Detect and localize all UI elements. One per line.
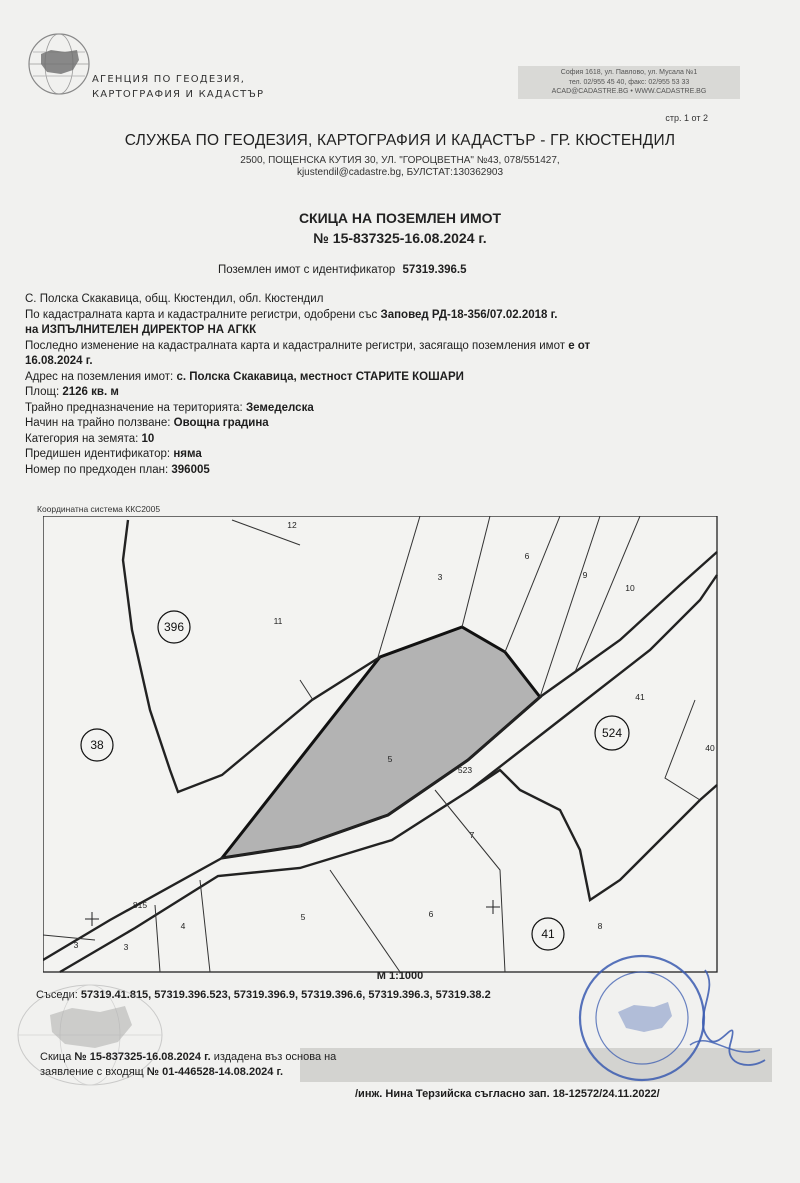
parcel-label-40: 40 xyxy=(705,743,715,753)
approved-order: Заповед РД-18-356/07.02.2018 г. xyxy=(380,308,558,321)
service-address-line1: 2500, ПОЩЕНСКА КУТИЯ 30, УЛ. "ГОРОЦВЕТНА" №43, 078/551427, xyxy=(240,155,560,166)
identifier-value: 57319.396.5 xyxy=(402,264,467,276)
approved-prefix: По кадастралната карта и кадастралните регистри, одобрени със xyxy=(25,308,378,321)
prev-plan-label: Номер по предходен план: xyxy=(25,463,169,476)
area-label: Площ: xyxy=(25,386,60,398)
identifier-label: Поземлен имот с идентификатор xyxy=(218,264,396,276)
parcel-label-5: 5 xyxy=(300,912,306,922)
document-title-line1: СКИЦА НА ПОЗЕМЛЕН ИМОТ xyxy=(298,210,502,226)
parcel-label-8: 8 xyxy=(597,921,603,931)
parcel-label-6-south: 6 xyxy=(428,909,434,919)
last-change-from: е от xyxy=(568,339,591,352)
issued-note xyxy=(40,1050,336,1080)
issued-mid: издадена въз основа на xyxy=(213,1051,337,1063)
address-label: Адрес на поземления имот: xyxy=(25,370,174,383)
category-label: Категория на земята: xyxy=(25,432,139,445)
document-number: № 15-837325-16.08.2024 г. xyxy=(313,230,487,246)
block-label-41: 41 xyxy=(541,927,555,941)
agency-name xyxy=(92,72,264,102)
parcel-label-11: 11 xyxy=(273,616,283,626)
service-address xyxy=(0,155,800,179)
agency-globe-emblem-icon xyxy=(25,30,93,98)
issued-number: № 15-837325-16.08.2024 г. xyxy=(74,1051,211,1063)
parcel-label-41: 41 xyxy=(635,692,645,702)
issued-line2-prefix: заявление с входящ xyxy=(40,1066,144,1078)
issued-prefix: Скица xyxy=(40,1051,72,1063)
prev-id-label: Предишен идентификатор: xyxy=(25,448,171,460)
document-title xyxy=(0,208,800,248)
category-value: 10 xyxy=(141,432,155,445)
prev-plan-value: 396005 xyxy=(171,463,210,476)
parcel-label-523: 523 xyxy=(457,765,473,775)
block-label-396: 396 xyxy=(163,620,185,634)
coordinate-system: Координатна система ККС2005 xyxy=(37,504,161,514)
approved-by: на ИЗПЪЛНИТЕЛЕН ДИРЕКТОР НА АГКК xyxy=(25,324,257,336)
parcel-label-4: 4 xyxy=(180,921,186,931)
page-number: стр. 1 от 2 xyxy=(665,113,708,123)
parcel-label-5-subject: 5 xyxy=(387,754,393,764)
agency-name-line1: АГЕНЦИЯ ПО ГЕОДЕЗИЯ, xyxy=(92,74,246,85)
parcel-identifier xyxy=(218,264,466,276)
parcel-label-6: 6 xyxy=(524,551,530,561)
official-stamp-icon xyxy=(570,950,770,1100)
parcel-label-815: 815 xyxy=(132,900,148,910)
neighbours-label: Съседи: xyxy=(36,989,78,1001)
service-title: СЛУЖБА ПО ГЕОДЕЗИЯ, КАРТОГРАФИЯ И КАДАСТЪР - ГР. КЮСТЕНДИЛ xyxy=(124,132,676,149)
parcel-label-9: 9 xyxy=(582,570,588,580)
cadastral-map xyxy=(43,516,718,974)
parcel-label-10: 10 xyxy=(625,583,635,593)
neighbours-value: 57319.41.815, 57319.396.523, 57319.396.9, 57319.396.6, 57319.396.3, 57319.38.2 xyxy=(80,989,491,1001)
use-label: Начин на трайно ползване: xyxy=(25,417,171,429)
last-change-prefix: Последно изменение на кадастралната карта и кадастралните регистри, засягащо поземления имот xyxy=(25,339,566,352)
block-label-38: 38 xyxy=(90,738,104,752)
parcel-label-3-west: 3 xyxy=(73,940,79,950)
service-address-line2: kjustendil@cadastre.bg, БУЛСТАТ:130362903 xyxy=(296,167,504,178)
purpose-label: Трайно предназначение на територията: xyxy=(25,401,243,414)
contact-line2: тел. 02/955 45 40, факс: 02/955 53 33 xyxy=(568,78,690,86)
block-label-524: 524 xyxy=(601,726,623,740)
location: С. Полска Скакавица, общ. Кюстендил, обл. Кюстендил xyxy=(25,293,324,305)
parcel-label-3: 3 xyxy=(437,572,443,582)
area-value: 2126 кв. м xyxy=(62,386,119,398)
parcel-label-7: 7 xyxy=(469,830,475,840)
parcel-info xyxy=(25,292,745,478)
request-number: № 01-446528-14.08.2024 г. xyxy=(146,1066,284,1078)
map-scale: М 1:1000 xyxy=(376,970,424,982)
contact-line1: София 1618, ул. Павлово, ул. Мусала №1 xyxy=(560,69,698,76)
parcel-label-12: 12 xyxy=(287,520,297,530)
use-value: Овощна градина xyxy=(173,417,269,429)
contact-line3: ACAD@CADASTRE.BG • WWW.CADASTRE.BG xyxy=(551,88,707,95)
engineer-signature-line: /инж. Нина Терзийска съгласно зап. 18-12572/24.11.2022/ xyxy=(355,1088,660,1100)
agency-contact xyxy=(518,66,740,99)
prev-id-value: няма xyxy=(173,448,202,460)
address-value: с. Полска Скакавица, местност СТАРИТЕ КОШАРИ xyxy=(176,370,464,383)
agency-name-line2: КАРТОГРАФИЯ И КАДАСТЪР xyxy=(92,89,265,100)
parcel-label-3-road: 3 xyxy=(123,942,129,952)
last-change-date: 16.08.2024 г. xyxy=(25,355,93,367)
purpose-value: Земеделска xyxy=(245,401,314,414)
